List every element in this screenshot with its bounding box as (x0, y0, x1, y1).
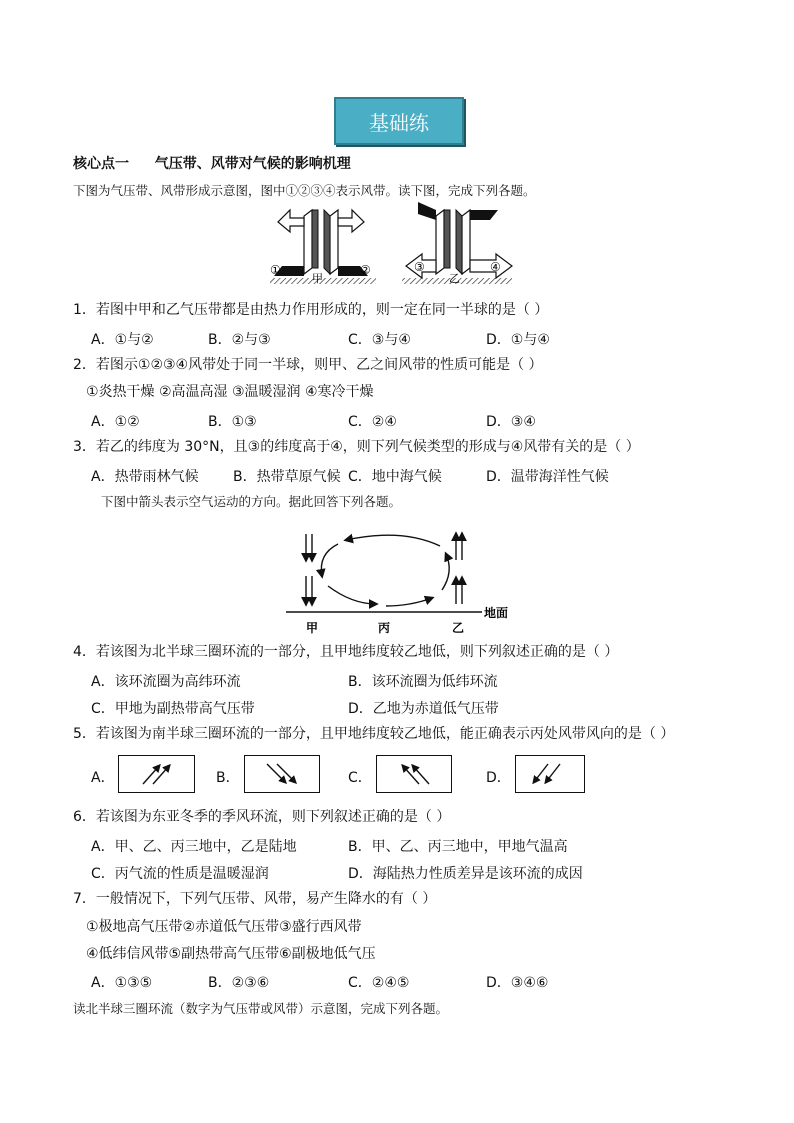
label-n2: ② (360, 263, 371, 277)
q4-option-c[interactable]: C．甲地为副热带高气压带 (91, 701, 255, 717)
q7-option-a[interactable]: A．①③⑤ (91, 975, 153, 991)
q1-option-d[interactable]: D．①与④ (486, 332, 550, 348)
q5-option-d-label[interactable]: D． (486, 770, 511, 786)
figure-circulation (282, 520, 522, 638)
q7-option-d[interactable]: D．③④⑥ (486, 975, 549, 991)
q3-stem: 3．若乙的纬度为 30°N，且③的纬度高于④，则下列气候类型的形成与④风带有关的是（ ） (73, 439, 640, 455)
section-label: 核心点一 (73, 156, 129, 172)
q1-option-c[interactable]: C．③与④ (348, 332, 411, 348)
q5-option-b-arrows[interactable] (244, 755, 320, 793)
section-name: 气压带、风带对气候的影响机理 (154, 156, 351, 172)
q2-option-d[interactable]: D．③④ (486, 414, 536, 430)
q6-option-b[interactable]: B．甲、乙、丙三地中，甲地气温高 (348, 839, 568, 855)
q2-stem: 2．若图示①②③④风带处于同一半球，则甲、乙之间风带的性质可能是（ ） (73, 357, 543, 373)
ground-bar-left (270, 278, 376, 284)
arrow-up-right (338, 210, 364, 232)
section-heading (73, 155, 351, 173)
intro-1: 下图为气压带、风带形成示意图，图中①②③④表示风带。读下图，完成下列各题。 (73, 183, 536, 198)
intro-3: 读北半球三圈环流（数字为气压带或风带）示意图，完成下列各题。 (73, 1001, 449, 1016)
q4-stem: 4．若该图为北半球三圈环流的一部分，且甲地纬度较乙地低，则下列叙述正确的是（ ） (73, 644, 619, 660)
q2-items: ①炎热干燥 ②高温高湿 ③温暖湿润 ④寒冷干燥 (86, 384, 374, 400)
q7-items-1: ①极地高气压带②赤道低气压带③盛行西风带 (86, 919, 362, 935)
q3-option-a[interactable]: A．热带雨林气候 (91, 469, 199, 485)
point-bing: 丙 (378, 621, 391, 635)
intro-2: 下图中箭头表示空气运动的方向。据此回答下列各题。 (101, 494, 402, 509)
q5-option-a-label[interactable]: A． (91, 770, 115, 786)
q7-stem: 7．一般情况下，下列气压带、风带，易产生降水的有（ ） (73, 891, 437, 907)
ground-label: 地面 (484, 606, 509, 620)
q5-option-b-label[interactable]: B． (216, 770, 240, 786)
q1-option-a[interactable]: A．①与② (91, 332, 154, 348)
q2-option-b[interactable]: B．①③ (208, 414, 257, 430)
q4-option-d[interactable]: D．乙地为赤道低气压带 (348, 701, 499, 717)
q6-option-d[interactable]: D．海陆热力性质差异是该环流的成因 (348, 866, 583, 882)
q3-option-c[interactable]: C．地中海气候 (348, 469, 442, 485)
label-n1: ① (270, 263, 281, 277)
label-n4: ④ (490, 260, 501, 274)
q6-option-c[interactable]: C．丙气流的性质是温暖湿润 (91, 866, 269, 882)
q5-option-c-label[interactable]: C． (348, 770, 372, 786)
q7-items-2: ④低纬信风带⑤副热带高气压带⑥副极地低气压 (86, 946, 376, 962)
arrow-top-right-dark (470, 210, 498, 220)
q4-option-b[interactable]: B．该环流圈为低纬环流 (348, 674, 498, 690)
q5-option-c-arrows[interactable] (376, 755, 452, 793)
point-jia: 甲 (306, 621, 319, 635)
q3-option-d[interactable]: D．温带海洋性气候 (486, 469, 609, 485)
q6-option-a[interactable]: A．甲、乙、丙三地中，乙是陆地 (91, 839, 297, 855)
q7-option-b[interactable]: B．②③⑥ (208, 975, 270, 991)
q5-option-a-arrows[interactable] (118, 755, 195, 793)
q1-stem: 1．若图中甲和乙气压带都是由热力作用形成的，则一定在同一半球的是（ ） (73, 302, 549, 318)
point-yi: 乙 (452, 621, 465, 635)
q5-stem: 5．若该图为南半球三圈环流的一部分，且甲地纬度较乙地低，能正确表示丙处风带风向的是（ ） (73, 726, 675, 742)
q6-stem: 6．若该图为东亚冬季的季风环流，则下列叙述正确的是（ ） (73, 809, 451, 825)
q2-option-c[interactable]: C．②④ (348, 414, 397, 430)
q3-option-b[interactable]: B．热带草原气候 (233, 469, 341, 485)
figure-pressure-belts (260, 196, 522, 292)
q5-option-d-arrows[interactable] (515, 755, 585, 793)
arrow-up-left (278, 210, 304, 232)
arrow-top-left-dark (418, 202, 436, 220)
label-jia: 甲 (312, 272, 323, 285)
q2-option-a[interactable]: A．①② (91, 414, 140, 430)
q7-option-c[interactable]: C．②④⑤ (348, 975, 410, 991)
q1-option-b[interactable]: B．②与③ (208, 332, 271, 348)
q4-option-a[interactable]: A．该环流圈为高纬环流 (91, 674, 241, 690)
figure-left-rising (274, 210, 368, 276)
page-title: 基础练 (334, 97, 464, 145)
label-yi: 乙 (449, 272, 460, 285)
label-n3: ③ (414, 260, 425, 274)
